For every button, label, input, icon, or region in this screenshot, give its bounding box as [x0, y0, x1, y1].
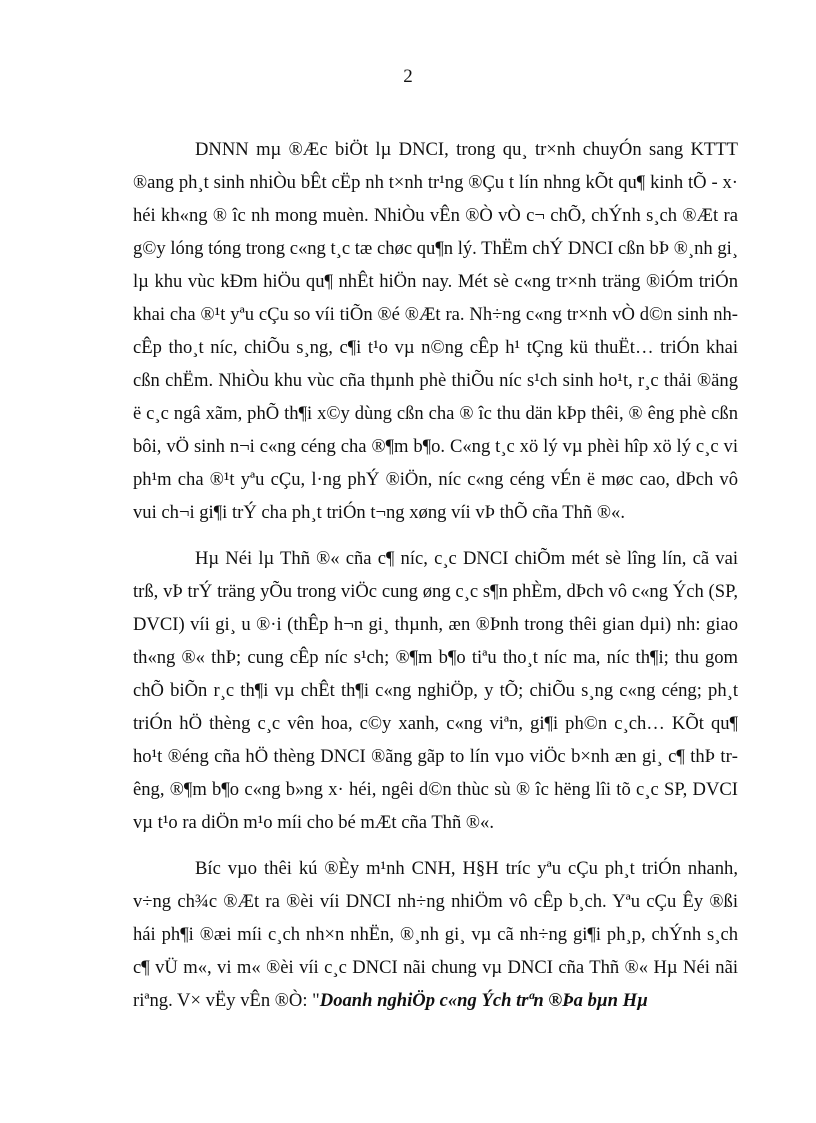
- paragraph-3-text: Bíc vµo thêi kú ®Èy m¹nh CNH, H§H tríc yªu cÇu ph¸t triÓn nhanh, v÷ng ch¾c ®Æt ra ®èi víi DNCI nh÷ng nhiÖm vô cÊp b¸ch. Yªu cÇu Êy ®ßi hái ph¶i ®æi míi c¸ch nh×n nhËn, ®¸nh gi¸ vµ cã nh÷ng gi¶i ph¸p, chÝnh s¸ch c¶ vÜ m«, vi m« ®èi víi c¸c DNCI nãi chung vµ DNCI cña Thñ ®« Hµ Néi nãi riªng. V× vËy vÊn ®Ò: ": [133, 858, 738, 1011]
- page-number: 2: [403, 66, 413, 87]
- paragraph-1: DNNN mµ ®Æc biÖt lµ DNCI, trong qu¸ tr×nh chuyÓn sang KTTT ®ang ph¸t sinh nhiÒu bÊt cËp nh t×nh tr¹ng ®Çu t lín nhng kÕt qu¶ kinh tÕ - x· héi kh«ng ® îc nh mong muèn. NhiÒu vÊn ®Ò vÒ c¬ chÕ, chÝnh s¸ch ®Æt ra g©y lóng tóng trong c«ng t¸c tæ chøc qu¶n lý. ThËm chÝ DNCI cßn bÞ ®¸nh gi¸ lµ khu vùc kÐm hiÖu qu¶ nhÊt hiÖn nay. Mét sè c«ng tr×nh träng ®iÓm triÓn khai cha ®¹t yªu cÇu so víi tiÕn ®é ®Æt ra. Nh÷ng c«ng tr×nh vÒ d©n sinh nh cÊp tho¸t níc, chiÕu s¸ng, c¶i t¹o vµ n©ng cÊp h¹ tÇng kü thuËt… triÓn khai cßn chËm. NhiÒu khu vùc cña thµnh phè thiÕu níc s¹ch sinh ho¹t, r¸c thải ®äng ë c¸c ngâ xãm, phÕ th¶i x©y dùng cßn cha ® îc thu dän kÞp thêi, ® êng phè cßn bôi, vÖ sinh n¬i c«ng céng cha ®¶m b¶o. C«ng t¸c xö lý vµ phèi hîp xö lý c¸c vi ph¹m cha ®¹t yªu cÇu, l·ng phÝ ®iÖn, níc c«ng céng vÉn ë møc cao, dÞch vô vui ch¬i gi¶i trÝ cha ph¸t triÓn t¬ng xøng víi vÞ thÕ cña Thñ ®«.: [133, 139, 738, 523]
- body-text: [133, 133, 738, 1030]
- paragraph-3: [133, 852, 738, 1017]
- topic-title: Doanh nghiÖp c«ng Ých trªn ®Þa bµn Hµ: [319, 990, 648, 1011]
- paragraph-2: Hµ Néi lµ Thñ ®« cña c¶ níc, c¸c DNCI chiÕm mét sè lîng lín, cã vai trß, vÞ trÝ träng yÕu trong viÖc cung øng c¸c s¶n phÈm, dÞch vô c«ng Ých (SP, DVCI) víi gi¸ u ®·i (thÊp h¬n gi¸ thµnh, æn ®Þnh trong thêi gian dµi) nh: giao th«ng ®« thÞ; cung cÊp níc s¹ch; ®¶m b¶o tiªu tho¸t níc ma, níc th¶i; thu gom chÕ biÕn r¸c th¶i vµ chÊt th¶i c«ng nghiÖp, y tÕ; chiÕu s¸ng c«ng céng; ph¸t triÓn hÖ thèng c¸c vên hoa, c©y xanh, c«ng viªn, gi¶i ph©n c¸ch… KÕt qu¶ ho¹t ®éng cña hÖ thèng DNCI ®ãng gãp to lín vµo viÖc b×nh æn gi¸ c¶ thÞ trêng, ®¶m b¶o c«ng b»ng x· héi, ngêi d©n thùc sù ® îc hëng lîi tõ c¸c SP, DVCI vµ t¹o ra diÖn m¹o míi cho bé mÆt cña Thñ ®«.: [133, 548, 738, 833]
